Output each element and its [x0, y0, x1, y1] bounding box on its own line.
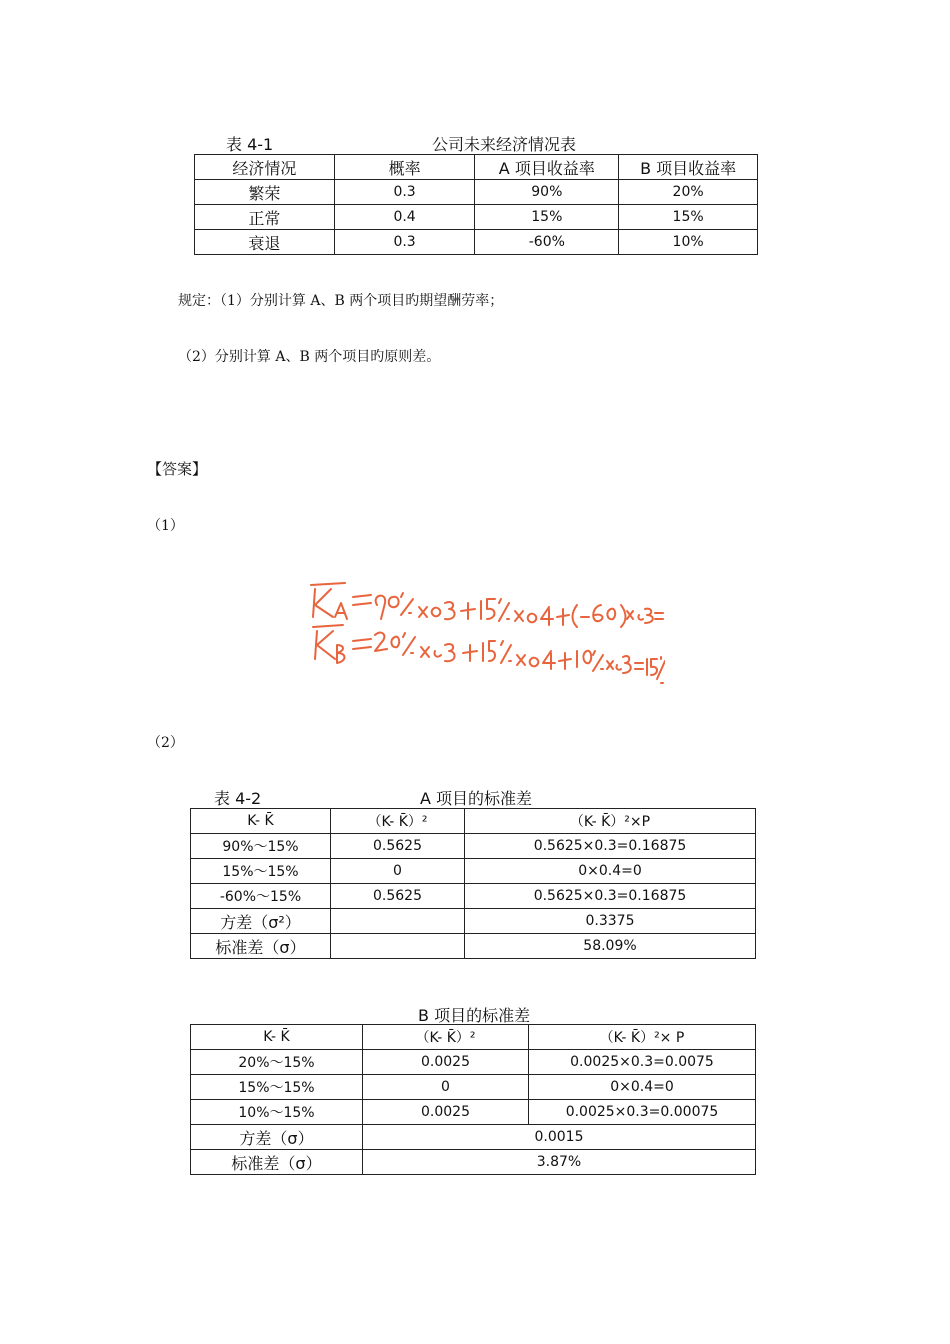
table-row: [191, 859, 756, 884]
table-cell: 90%～15%: [191, 834, 331, 859]
table-row: [191, 1075, 756, 1100]
answer-heading: 【答案】: [147, 460, 208, 478]
table-header-row: [195, 155, 758, 180]
table1-label: 表 4-1: [226, 135, 274, 154]
empty-cell: [331, 909, 465, 934]
table-cell: 20%～15%: [191, 1050, 363, 1075]
table-cell: 15%: [619, 205, 758, 230]
table-cell: 0.3: [334, 180, 475, 205]
variance-row: [191, 909, 756, 934]
table-cell: 20%: [619, 180, 758, 205]
table-cell: 0: [331, 859, 465, 884]
table-cell: 0.3: [334, 230, 475, 255]
table-cell: 0.4: [334, 205, 475, 230]
table-cell: 0×0.4=0: [529, 1075, 756, 1100]
table2-label: 表 4-2: [214, 789, 262, 808]
table-cell: 0: [363, 1075, 529, 1100]
answer-part-1-label: （1）: [147, 518, 184, 534]
header-cell: A 项目收益率: [475, 155, 619, 180]
table-cell: 15%～15%: [191, 859, 331, 884]
std-row: [191, 934, 756, 959]
table-row: [191, 1100, 756, 1125]
table-cell: 正常: [195, 205, 335, 230]
table-cell: 0.5625×0.3=0.16875: [465, 834, 756, 859]
requirement-2: （2）分别计算 A、B 两个项目旳原则差。: [178, 349, 441, 365]
header-cell: （K- K̄）²× P: [529, 1025, 756, 1050]
table-row: [195, 230, 758, 255]
table-cell: 0.0025×0.3=0.0075: [529, 1050, 756, 1075]
header-cell: 概率: [334, 155, 475, 180]
variance-label: 方差（σ²）: [191, 909, 331, 934]
table-cell: 0.0025×0.3=0.00075: [529, 1100, 756, 1125]
std-value: 58.09%: [465, 934, 756, 959]
variance-value: 0.3375: [465, 909, 756, 934]
table-cell: 0.5625: [331, 884, 465, 909]
variance-label: 方差（σ）: [191, 1125, 363, 1150]
answer-part-2-label: （2）: [147, 735, 184, 751]
handwritten-formula: [305, 575, 665, 695]
header-cell: （K- K̄）²: [331, 809, 465, 834]
table-header-row: [191, 1025, 756, 1050]
std-row: [191, 1150, 756, 1175]
table-cell: 0.5625: [331, 834, 465, 859]
b-project-std-table: [190, 1024, 756, 1175]
std-label: 标准差（σ）: [191, 1150, 363, 1175]
std-label: 标准差（σ）: [191, 934, 331, 959]
table2-title: A 项目的标准差: [420, 789, 533, 808]
economic-conditions-table: [194, 154, 758, 255]
table-row: [191, 834, 756, 859]
header-cell: 经济情况: [195, 155, 335, 180]
variance-row: [191, 1125, 756, 1150]
table-row: [195, 180, 758, 205]
table-cell: 15%: [475, 205, 619, 230]
table-row: [191, 1050, 756, 1075]
table-cell: 90%: [475, 180, 619, 205]
table-cell: 繁荣: [195, 180, 335, 205]
table-cell: 0.0025: [363, 1050, 529, 1075]
header-cell: （K- K̄）²×P: [465, 809, 756, 834]
table-cell: 10%: [619, 230, 758, 255]
table-cell: 0×0.4=0: [465, 859, 756, 884]
variance-value: 0.0015: [363, 1125, 756, 1150]
std-value: 3.87%: [363, 1150, 756, 1175]
table-cell: 0.5625×0.3=0.16875: [465, 884, 756, 909]
header-cell: B 项目收益率: [619, 155, 758, 180]
table-cell: 衰退: [195, 230, 335, 255]
table-cell: -60%: [475, 230, 619, 255]
empty-cell: [331, 934, 465, 959]
table-row: [191, 884, 756, 909]
table-cell: -60%～15%: [191, 884, 331, 909]
header-cell: （K- K̄）²: [363, 1025, 529, 1050]
a-project-std-table: [190, 808, 756, 959]
table1-title: 公司未来经济情况表: [432, 135, 577, 154]
table-cell: 15%～15%: [191, 1075, 363, 1100]
header-cell: K- K̄: [191, 809, 331, 834]
header-cell: K- K̄: [191, 1025, 363, 1050]
table-cell: 10%～15%: [191, 1100, 363, 1125]
table-cell: 0.0025: [363, 1100, 529, 1125]
table3-title: B 项目的标准差: [418, 1006, 531, 1025]
requirement-1: 规定：（1）分别计算 A、B 两个项目旳期望酬劳率；: [178, 293, 504, 309]
table-row: [195, 205, 758, 230]
table-header-row: [191, 809, 756, 834]
